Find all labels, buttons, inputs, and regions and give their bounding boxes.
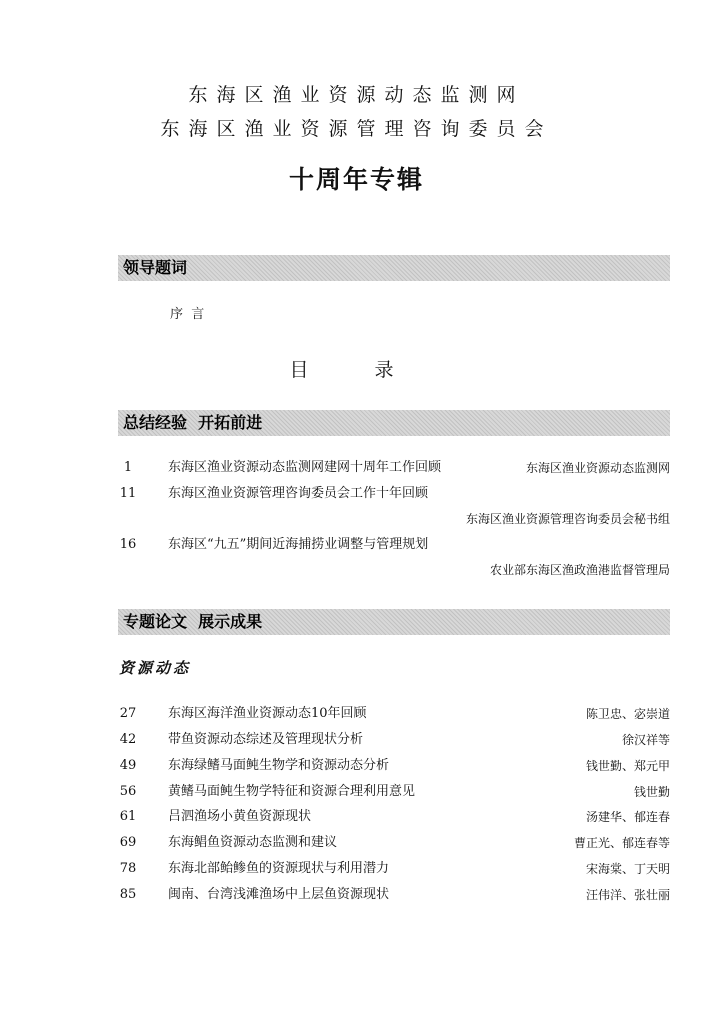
entry-title: 东海区渔业资源动态监测网建网十周年工作回顾 <box>168 460 442 475</box>
toc-entry[interactable] <box>110 755 670 777</box>
entry-title: 黄鳍马面鲀生物学特征和资源合理利用意见 <box>168 784 416 799</box>
page-number: 56 <box>119 784 137 799</box>
entry-author: 钱世勤 <box>633 785 670 799</box>
section-band-leadership <box>118 255 670 281</box>
toc-entry[interactable] <box>110 457 670 479</box>
entry-author: 钱世勤、郑元甲 <box>585 759 670 773</box>
section-band-papers <box>118 609 670 635</box>
section-label: 专题论文 展示成果 <box>123 612 263 631</box>
preface-link[interactable]: 序 言 <box>170 307 205 322</box>
toc-entry[interactable] <box>110 884 670 906</box>
entry-title: 东海区渔业资源管理咨询委员会工作十年回顾 <box>168 486 429 501</box>
entry-author: 徐汉祥等 <box>621 733 670 747</box>
page-number: 78 <box>119 861 137 876</box>
toc-entry[interactable] <box>110 858 670 880</box>
page-number: 27 <box>119 706 137 721</box>
entry-title: 闽南、台湾浅滩渔场中上层鱼资源现状 <box>168 887 390 902</box>
toc-entry[interactable] <box>110 729 670 751</box>
entry-title: 东海区海洋渔业资源动态10年回顾 <box>168 706 367 721</box>
entry-author: 东海区渔业资源动态监测网 <box>525 461 670 475</box>
page-number: 11 <box>119 486 137 501</box>
org-title-monitoring-network: 东海区渔业资源动态监测网 <box>188 84 525 106</box>
entry-title: 东海绿鳍马面鲀生物学和资源动态分析 <box>168 758 390 773</box>
page-number: 69 <box>119 835 137 850</box>
section-band-summary <box>118 410 670 436</box>
entry-title: 东海鲳鱼资源动态监测和建议 <box>168 835 338 850</box>
entry-author: 汪伟洋、张壮丽 <box>585 888 670 902</box>
page-title: 十周年专辑 <box>288 165 424 194</box>
entry-title: 东海北部鲐鲹鱼的资源现状与利用潜力 <box>168 861 390 876</box>
entry-author: 东海区渔业资源管理咨询委员会秘书组 <box>465 512 670 526</box>
page-number: 16 <box>119 537 137 552</box>
section-label: 领导题词 <box>123 258 188 277</box>
toc-entry[interactable] <box>110 806 670 828</box>
entry-author: 农业部东海区渔政渔港监督管理局 <box>489 563 670 577</box>
toc-entry[interactable] <box>110 534 670 556</box>
entry-author: 曹正光、郁连春等 <box>573 836 670 850</box>
page-number: 85 <box>119 887 137 902</box>
org-title-advisory-committee: 东海区渔业资源管理咨询委员会 <box>160 118 553 140</box>
entry-title: 东海区“九五”期间近海捕捞业调整与管理规划 <box>168 537 429 552</box>
page-number: 42 <box>119 732 137 747</box>
toc-entry[interactable] <box>110 832 670 854</box>
entry-author: 陈卫忠、宓崇道 <box>585 707 670 721</box>
entry-title: 吕泗渔场小黄鱼资源现状 <box>168 809 312 824</box>
toc-entry[interactable] <box>110 703 670 725</box>
page-number: 1 <box>123 460 133 475</box>
toc-entry[interactable] <box>110 483 670 505</box>
entry-author: 汤建华、郁连春 <box>585 810 670 824</box>
contents-heading: 目 录 <box>289 359 424 381</box>
entry-author: 宋海棠、丁天明 <box>585 862 670 876</box>
entry-title: 带鱼资源动态综述及管理现状分析 <box>168 732 364 747</box>
subsection-heading: 资源动态 <box>119 659 192 677</box>
section-label: 总结经验 开拓前进 <box>123 413 263 432</box>
page-number: 49 <box>119 758 137 773</box>
toc-entry[interactable] <box>110 781 670 803</box>
page-number: 61 <box>119 809 137 824</box>
